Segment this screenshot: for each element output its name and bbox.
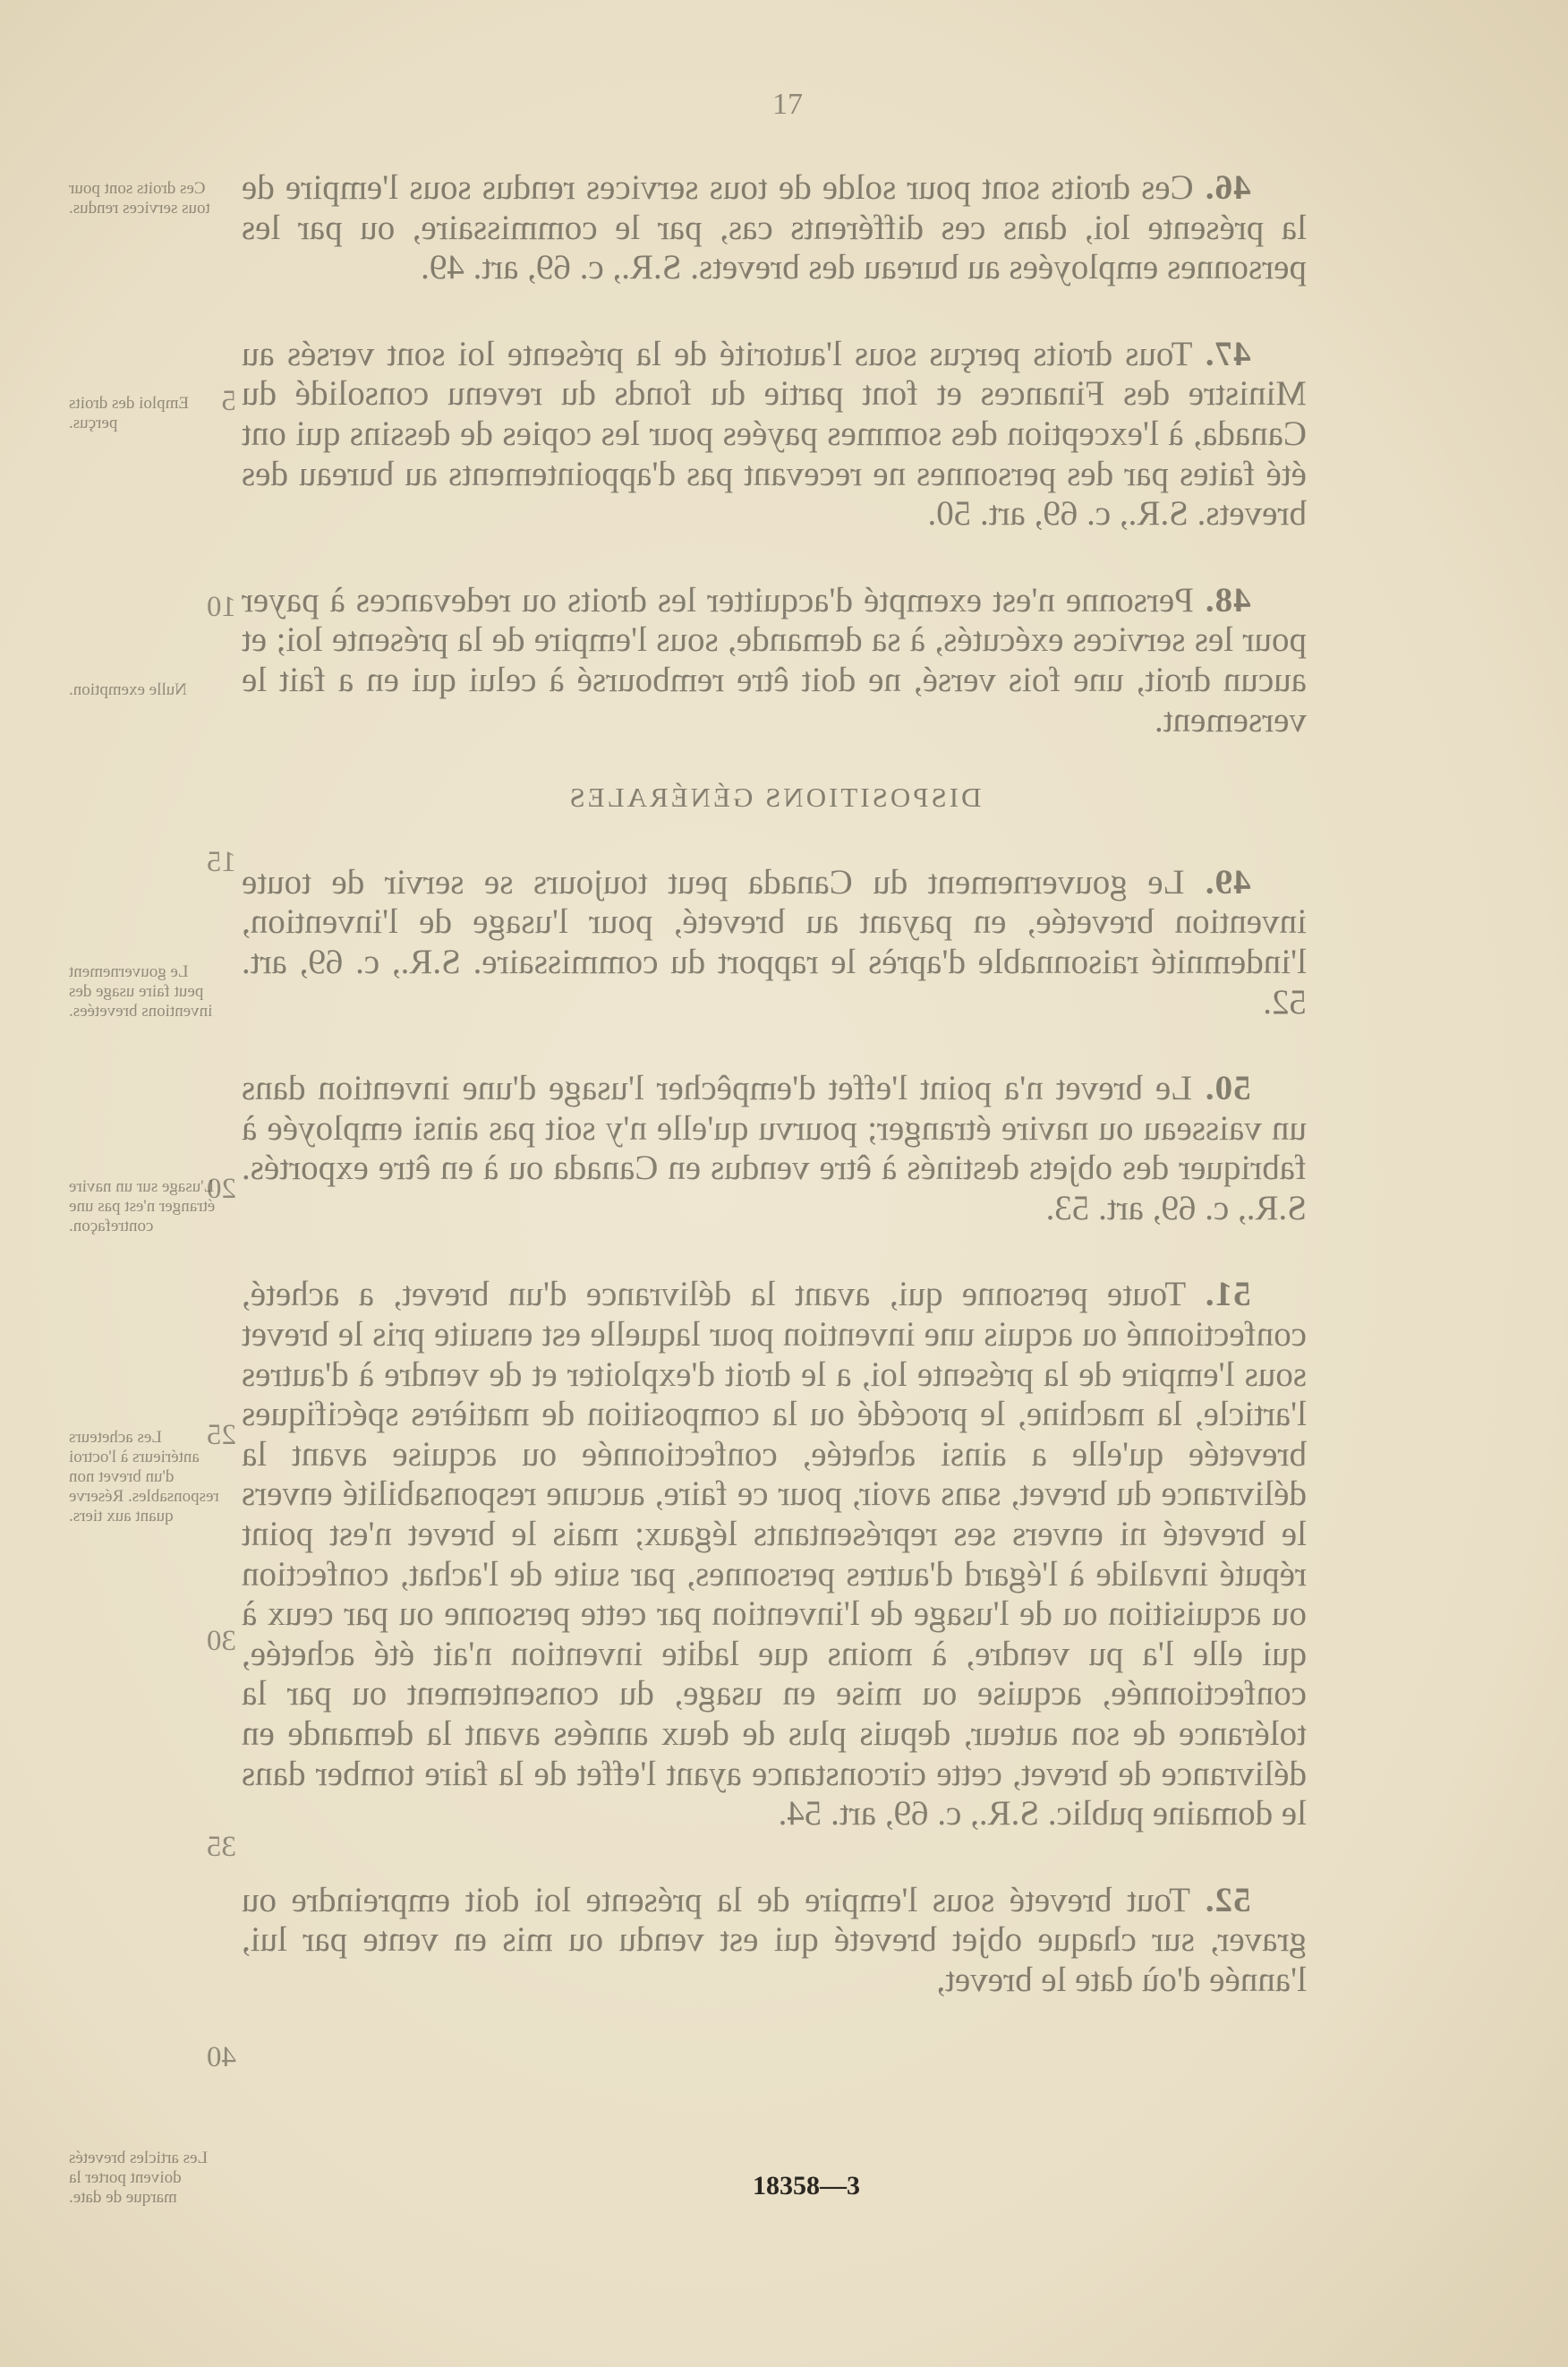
- printer-signature-mark: 18358—3: [753, 2171, 860, 2200]
- line-number: 35: [207, 1831, 236, 1863]
- section-48: 48. Personne n'est exempté d'acquitter les droits ou redevances à payer pour les services exécutés, à sa demande, sous l'empire de la présente loi; et aucun droit, une fois versé, ne doit être remboursé à celui qui en a fait le versement.: [242, 580, 1307, 739]
- section-46: 46. Ces droits sont pour solde de tous services rendus sous l'empire de la présente loi, dans ces différents cas, par le commissaire, ou par les personnes employées au bureau des brevets. S.R., c. 69, art. 49.: [242, 168, 1307, 287]
- margin-note: Les articles brevetés doivent porter la marque de date.: [69, 2149, 209, 2207]
- line-number: 10: [207, 591, 236, 623]
- line-number: 15: [207, 846, 236, 878]
- section-52: 52. Tout breveté sous l'empire de la présente loi doit empreindre ou graver, sur chaque objet breveté qui est vendu ou mis en vente par lui, l'année d'où date le brevet,: [242, 1880, 1307, 1999]
- margin-note: Les acheteurs antérieurs à l'octroi d'un brevet non responsables. Réserve quant aux tiers.: [69, 1428, 219, 1525]
- section-heading: DISPOSITIONS GÉNÉRALES: [567, 782, 982, 814]
- body-column: [242, 168, 1307, 2047]
- margin-note: Le gouvernement peut faire usage des inventions brevetées.: [69, 962, 213, 1021]
- section-51: 51. Toute personne qui, avant la délivrance d'un brevet, a acheté, confectionné ou acquis une invention pour laquelle est ensuite pris le brevet sous l'empire de la présente loi, a le droit d'exploiter et de vendre à d'autres l'article, la machine, le procédé ou la composition de matières spécifiques brevetée qu'elle a ainsi achetée, confectionnée ou acquise avant la délivrance du brevet, sans avoir, pour ce faire, aucune responsabilité envers le breveté ni envers ses représentants légaux; mais le brevet n'est point réputé invalide à l'égard d'autres personnes, par suite de l'achat, confection ou acquisition ou de l'usage de l'invention par cette personne ou par ceux à qui elle l'a pu vendre, à moins que ladite invention n'ait été achetée, confectionnée, acquise ou mise en usage, du consentement ou par la tolérance de son auteur, depuis plus de deux années avant la demande en délivrance de brevet, cette circonstance ayant l'effet de la faire tomber dans le domaine public. S.R., c. 69, art. 54.: [242, 1275, 1307, 1833]
- margin-note: Ces droits sont pour tous services rendus.: [69, 179, 210, 218]
- section-49: 49. Le gouvernement du Canada peut toujours se servir de toute invention brevetée, en payant au breveté, pour l'usage de l'invention, l'indemnité raisonnable d'après le rapport du commissaire. S.R., c. 69, art. 52.: [242, 862, 1307, 1021]
- line-number: 20: [207, 1173, 236, 1205]
- margin-note: L'usage sur un navire étranger n'est pas une contrefaçon.: [69, 1177, 216, 1235]
- line-number: 30: [207, 1625, 236, 1657]
- line-number: 5: [221, 385, 236, 417]
- line-number: 25: [207, 1419, 236, 1451]
- page-number: 17: [772, 88, 803, 121]
- margin-note: Emploi des droits perçus.: [69, 394, 190, 432]
- section-47: 47. Tous droits perçus sous l'autorité de la présente loi sont versés au Ministre des Finances et font partie du fonds du revenu consolidé du Canada, à l'exception des sommes payées pour les copies de dessins qui ont été faites par des personnes ne recevant pas d'appointements au bureau des brevets. S.R., c. 69, art. 50.: [241, 334, 1307, 534]
- margin-note: Nulle exemption.: [69, 680, 187, 699]
- line-number: 40: [207, 2041, 236, 2073]
- section-50: 50. Le brevet n'a point l'effet d'empêcher l'usage d'une invention dans un vaisseau ou navire étranger; pourvu qu'elle n'y soit pas ainsi employée à fabriquer des objets destinés à être vendus en Canada ou à en être exportés. S.R., c. 69, art. 53.: [241, 1069, 1307, 1227]
